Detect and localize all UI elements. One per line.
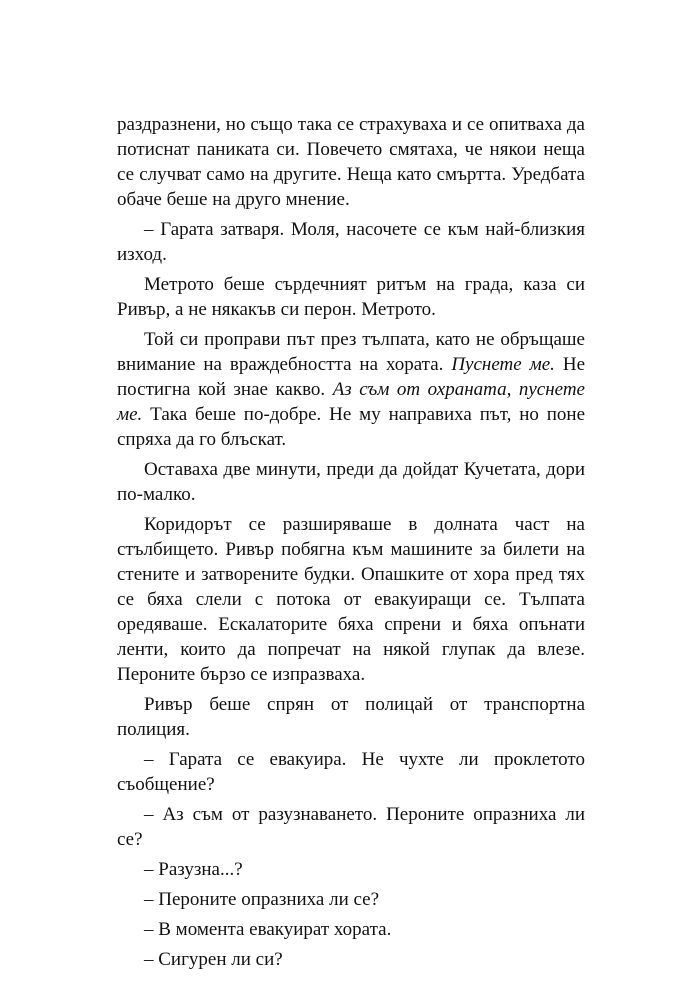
paragraph-text: Той си проправи път през тълпата, като не обръщаше внимание на враждебността на хората. xyxy=(117,329,585,375)
paragraph-1 xyxy=(117,112,585,212)
paragraph-2 xyxy=(117,217,585,267)
paragraph-7 xyxy=(117,692,585,742)
paragraph-3 xyxy=(117,272,585,322)
paragraph-9 xyxy=(117,802,585,852)
paragraph-text: Ривър беше спрян от полицай от транспортна полиция. xyxy=(117,694,585,740)
paragraph-4 xyxy=(117,327,585,452)
paragraph-text: раздразнени, но също така се страхуваха и се опитваха да потиснат паниката си. Повечето смятаха, че някои неща се случват само на другите. Неща като смъртта. Уредбата обаче беше на друго мнение. xyxy=(117,114,585,210)
paragraph-text: Не постигна кой знае какво. xyxy=(117,354,586,400)
italic-phrase: Аз съм от охраната, пуснете ме. xyxy=(117,379,585,425)
paragraph-text: – Гарата затваря. Моля, насочете се към най-близкия изход. xyxy=(117,219,585,265)
paragraph-13 xyxy=(117,947,585,972)
paragraph-11 xyxy=(117,887,585,912)
paragraph-10 xyxy=(117,857,585,882)
paragraph-6 xyxy=(117,512,585,687)
paragraph-text: – Гарата се евакуира. Не чухте ли проклетото съобщение? xyxy=(117,749,585,795)
paragraph-text: – Аз съм от разузнаването. Пероните опразниха ли се? xyxy=(117,804,585,850)
paragraph-12 xyxy=(117,917,585,942)
paragraph-5 xyxy=(117,457,585,507)
paragraph-8 xyxy=(117,747,585,797)
paragraph-text: – В момента евакуират хората. xyxy=(144,919,392,940)
paragraph-text: – Пероните опразниха ли се? xyxy=(144,889,380,910)
paragraph-text: Коридорът се разширяваше в долната част на стълбището. Ривър побягна към машините за билети на стените и затворените будки. Опашките от хора пред тях се бяха слели с потока от евакуиращи се. Тълпата оредяваше. Ескалаторите бяха спрени и бяха опънати ленти, които да попречат на някой глупак да влезе. Пероните бързо се изпразваха. xyxy=(117,514,585,685)
paragraph-text: Метрото беше сърдечният ритъм на града, каза си Ривър, а не някакъв си перон. Метрото. xyxy=(117,274,585,320)
paragraph-text: – Сигурен ли си? xyxy=(144,949,283,970)
paragraph-text: Така беше по-добре. Не му направиха път, но поне спряха да го блъскат. xyxy=(117,404,585,450)
book-page-text xyxy=(117,112,585,977)
paragraph-text: Оставаха две минути, преди да дойдат Кучетата, дори по-малко. xyxy=(117,459,585,505)
italic-phrase: Пуснете ме. xyxy=(451,354,555,375)
paragraph-text: – Разузна...? xyxy=(144,859,243,880)
